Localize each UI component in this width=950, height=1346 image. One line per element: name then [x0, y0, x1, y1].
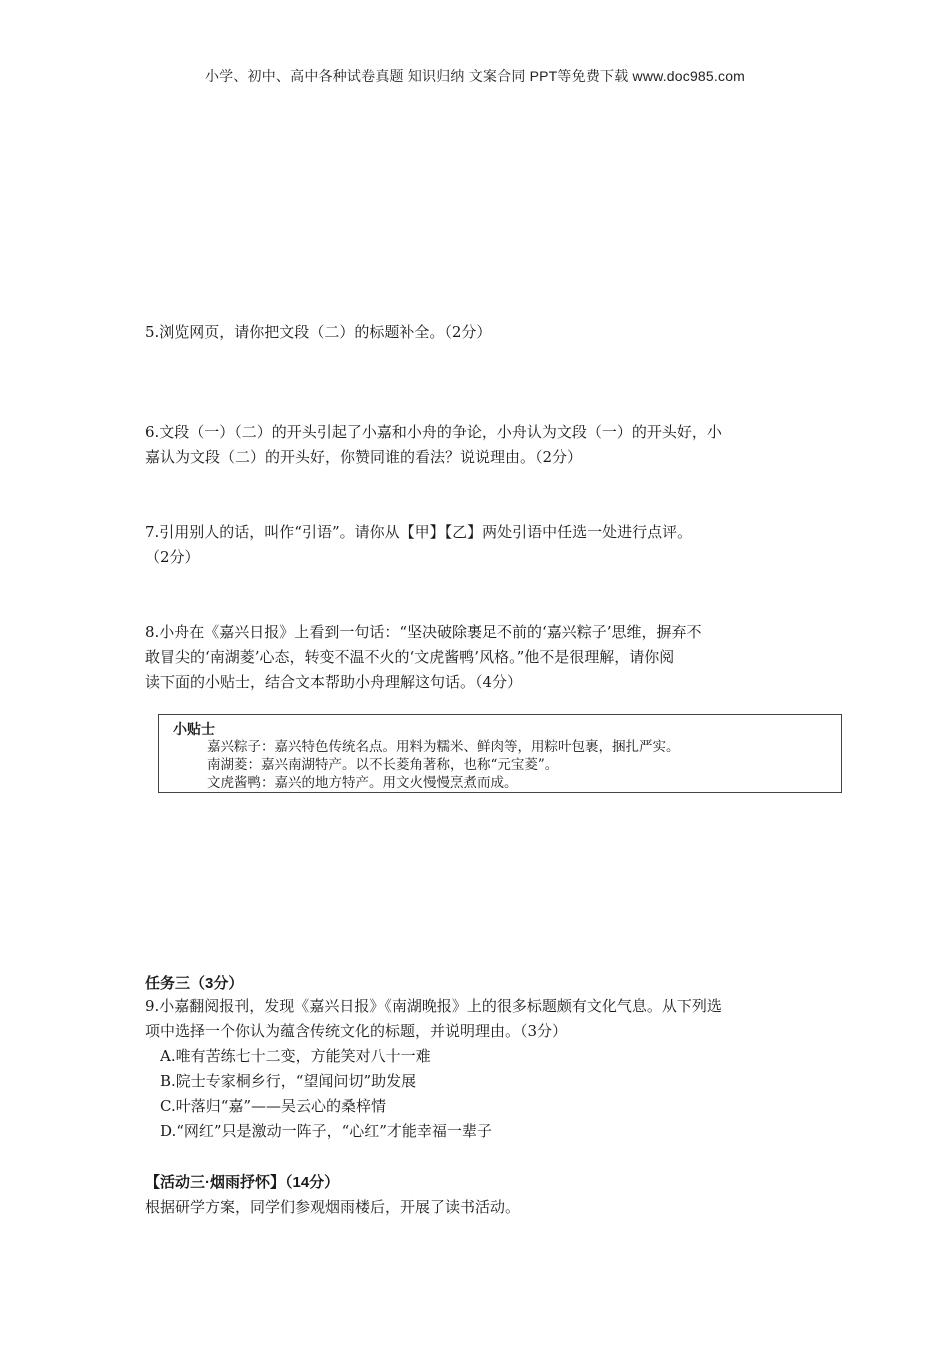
page-header: 小学、初中、高中各种试卷真题 知识归纳 文案合同 PPT等免费下载 www.doc985.com	[204, 68, 746, 84]
question-8-line-2: 敢冒尖的‘南湖菱’心态，转变不温不火的‘文虎酱鸭’风格。”他不是很理解，请你阅	[145, 648, 675, 666]
question-9	[145, 994, 815, 1044]
question-9-options	[160, 1044, 820, 1144]
question-5-text: 5.浏览网页，请你把文段（二）的标题补全。（2分）	[145, 323, 492, 341]
option-c: C.叶落归“嘉”——吴云心的桑梓情	[160, 1097, 387, 1115]
tip-item-zongzi: 嘉兴粽子：嘉兴特色传统名点。用料为糯米、鲜肉等，用粽叶包裹，捆扎严实。	[207, 739, 680, 755]
task-3-title: 任务三（3分）	[145, 975, 244, 992]
option-d: D.“网红”只是激动一阵子，“心红”才能幸福一辈子	[160, 1122, 492, 1140]
question-8-line-1: 8.小舟在《嘉兴日报》上看到一句话：“坚决破除裹足不前的‘嘉兴粽子’思维，摒弃不	[145, 623, 702, 641]
activity-3-description-text: 根据研学方案，同学们参观烟雨楼后，开展了读书活动。	[145, 1198, 521, 1216]
question-8	[145, 620, 815, 695]
question-5	[145, 320, 815, 345]
question-7-line-1: 7.引用别人的话，叫作“引语”。请你从【甲】【乙】两处引语中任选一处进行点评。	[145, 523, 693, 541]
tip-item-nanhu-ling: 南湖菱：嘉兴南湖特产。以不长菱角著称，也称“元宝菱”。	[207, 757, 559, 773]
question-9-line-2: 项中选择一个你认为蕴含传统文化的标题，并说明理由。（3分）	[145, 1022, 568, 1040]
tips-box	[158, 714, 842, 793]
question-7-line-2: （2分）	[145, 548, 200, 566]
question-6-line-1: 6.文段（一）（二）的开头引起了小嘉和小舟的争论，小舟认为文段（一）的开头好，小	[145, 423, 722, 441]
tips-title: 小贴士	[173, 721, 215, 737]
activity-3-title: 【活动三·烟雨抒怀】（14分）	[145, 1174, 340, 1191]
option-a: A.唯有苦练七十二变，方能笑对八十一难	[160, 1047, 431, 1065]
question-6	[145, 420, 815, 470]
activity-3-description	[145, 1195, 815, 1220]
question-8-line-3: 读下面的小贴士，结合文本帮助小舟理解这句话。（4分）	[145, 673, 523, 691]
question-9-line-1: 9.小嘉翻阅报刊，发现《嘉兴日报》《南湖晚报》上的很多标题颇有文化气息。从下列选	[145, 997, 722, 1015]
option-b: B.院士专家桐乡行，“望闻问切”助发展	[160, 1072, 417, 1090]
question-7	[145, 520, 815, 570]
question-6-line-2: 嘉认为文段（二）的开头好，你赞同谁的看法？说说理由。（2分）	[145, 448, 583, 466]
tip-item-wenhu-duck: 文虎酱鸭：嘉兴的地方特产。用文火慢慢烹煮而成。	[207, 775, 518, 791]
